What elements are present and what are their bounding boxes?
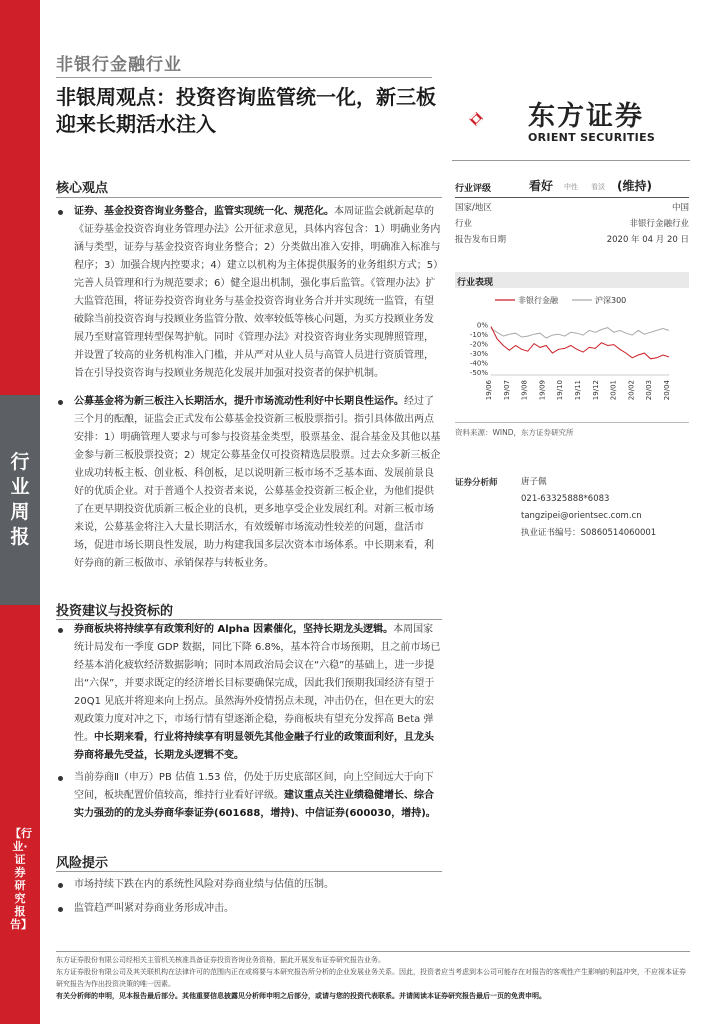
rating-neutral: 中性 — [564, 183, 578, 191]
risk-bullet-2 — [56, 900, 442, 918]
chart-x-axis — [485, 375, 671, 400]
trend-heading: 行业表现 — [457, 278, 494, 288]
industry-performance-chart — [455, 290, 689, 425]
y-tick-label: -10% — [469, 331, 488, 340]
right-header-divider — [452, 160, 690, 161]
legend-label-a: 非银行金融 — [518, 296, 558, 305]
rating-divider — [455, 197, 689, 198]
core-bullet-2 — [56, 393, 442, 573]
logo-english-name: ORIENT SECURITIES — [528, 131, 656, 144]
left-band-middle — [0, 395, 40, 605]
bullet-tail: 建议重点关注业绩稳健增长、综合实力强劲的的龙头券商华泰证券(601688，增持)、中信证券(600030，增持)。 — [74, 790, 436, 819]
info-row — [455, 200, 689, 216]
bullet-text: 本周证监会就新起草的《证券基金投资咨询业务管理办法》公开征求意见，具体内容包含：1）明确业务内涵与类型，证券与基金投资咨询业务整合；2）分类做出准入安排，明确准入标准与程序；3）加强合规内控要求；4）建立以机构为主体提供服务的业务组织方式；5）完善人员管理和行为规范要求；6）健全退出机制，强化事后监管。《管理办法》扩大监管范围，将证券投资咨询业务与基金投资咨询业务合并并实现统一监管，有望破除当前投资咨询与投顾业务监管分散、效率较低等核心问题，为买方投顾业务发展乃至财富管理转型保驾护航。同时《管理办法》对投资咨询业务实现牌照管理，并设置了较高的业务机构准入门槛，并从严对从业人员与高管人员进行资质管理，旨在引导投资咨询与投顾业务规范化发展并加强对投资者的保护机制。 — [74, 206, 441, 379]
y-tick-label: -50% — [469, 369, 488, 377]
info-key: 国家/地区 — [455, 203, 492, 213]
bullet-text: 监管趋严叫紧对券商业务形成冲击。 — [74, 903, 234, 914]
risk-bullet-1 — [56, 876, 442, 894]
trend-heading-box — [455, 272, 689, 288]
rating-label: 行业评级 — [455, 184, 492, 194]
analyst-label: 证券分析师 — [455, 478, 498, 488]
series-line-nonbank — [491, 327, 669, 359]
x-tick-label: 20/02 — [627, 380, 636, 401]
side-label: 行业周报 — [10, 451, 30, 548]
info-value: 非银行金融行业 — [629, 219, 689, 229]
x-tick-label: 20/04 — [663, 380, 671, 401]
bullet-dot-icon — [58, 907, 63, 912]
bullet-lead: 证券、基金投资咨询业务整合，监管实现统一化、规范化。 — [74, 206, 334, 217]
advice-divider — [56, 619, 442, 620]
risk-bullets — [56, 876, 442, 920]
x-tick-label: 19/12 — [591, 380, 600, 401]
core-bullets — [56, 203, 442, 575]
orient-logo-icon — [468, 89, 528, 149]
logo-chinese-name: 东方证券 — [528, 101, 644, 132]
report-title: 非银周观点：投资咨询监管统一化，新三板迎来长期活水注入 — [56, 85, 436, 136]
advice-heading: 投资建议与投资标的 — [56, 604, 174, 619]
y-tick-label: -40% — [469, 359, 488, 368]
rating-row — [455, 177, 689, 197]
core-bullet-1 — [56, 203, 442, 383]
footer-line: 有关分析师的申明，见本报告最后部分。其他重要信息披露见分析师申明之后部分，或请与您的投资代表联系。并请阅读本证券研究报告最后一页的免责申明。 — [56, 992, 546, 1000]
chart-source: 资料来源：WIND，东方证券研究所 — [455, 428, 574, 437]
bullet-lead: 券商板块将持续享有政策利好的 Alpha 因素催化，坚持长期龙头逻辑。 — [74, 624, 394, 635]
info-table — [455, 200, 689, 248]
analyst-phone: 021-63325888*6083 — [521, 494, 610, 504]
y-tick-label: -20% — [469, 340, 488, 349]
risk-heading: 风险提示 — [56, 856, 109, 871]
x-tick-label: 20/01 — [609, 380, 618, 401]
y-tick-label: -30% — [469, 350, 488, 359]
bullet-dot-icon — [58, 776, 63, 781]
bullet-text: 当前券商Ⅱ（申万）PB 估值 1.53 倍，仍处于历史底部区间，向上空间远大于向下空间，板块配置价值较高，维持行业看好评级。 — [74, 772, 434, 801]
footer-disclaimer — [56, 954, 690, 1002]
analyst-name: 唐子佩 — [521, 477, 547, 487]
rating-status: (维持) — [617, 179, 652, 193]
core-divider — [56, 197, 442, 198]
risk-divider — [56, 871, 442, 872]
left-band-top — [0, 0, 40, 395]
left-band-bottom — [0, 605, 40, 1024]
advice-bullet-2 — [56, 769, 442, 823]
x-tick-label: 19/11 — [574, 380, 582, 401]
bullet-dot-icon — [58, 210, 63, 215]
info-value: 中国 — [671, 203, 689, 213]
series-line-hs300 — [491, 328, 669, 338]
sector-label: 非银行金融行业 — [56, 55, 182, 75]
bullet-dot-icon — [58, 400, 63, 405]
core-heading: 核心观点 — [56, 181, 109, 196]
chart-y-axis — [470, 322, 488, 377]
bullet-text: 市场持续下跌在内的系统性风险对券商业绩与估值的压制。 — [74, 879, 334, 890]
chart-legend — [495, 295, 626, 305]
y-tick-label: 0% — [476, 321, 488, 330]
rating-bearish: 看淡 — [591, 183, 605, 191]
analyst-cert: 执业证书编号：S0860514060001 — [521, 528, 657, 538]
footer-divider — [56, 951, 690, 952]
bullet-lead: 公募基金将为新三板注入长期活水，提升市场流动性利好中长期良性运作。 — [74, 396, 404, 407]
rating-strong: 看好 — [529, 179, 554, 193]
bullet-text: 本周国家统计局发布一季度 GDP 数据，同比下降 6.8%，基本符合市场预期，且之前市场已经基本消化疲软经济数据影响；同时本周政治局会议在“六稳”的基础上，进一步提出“六保”，并要求既定的经济增长目标要确保完成，因此我们预期我国经济有望于 20Q1 见底并将迎来向上拐点。虽然海外疫情拐点未现，冲击仍在，但在更大的宏观政策力度对冲之下，市场行情有望逐渐企稳，券商板块有望充分发挥高 Beta 弹性。 — [74, 624, 441, 743]
x-tick-label: 20/03 — [645, 380, 654, 401]
analyst-values — [521, 474, 656, 542]
side-bottom-label: 【行业·证券研究报告】 — [10, 827, 32, 931]
footer-line: 东方证券股份有限公司经相关主管机关核准具备证券投资咨询业务资格，据此开展发布证券研究报告业务。 — [56, 956, 385, 964]
analyst-email: tangzipei@orientsec.com.cn — [521, 511, 642, 521]
info-value: 2020 年 04 月 20 日 — [606, 235, 689, 245]
info-row — [455, 232, 689, 248]
bullet-dot-icon — [58, 883, 63, 888]
x-tick-label: 19/08 — [520, 380, 529, 401]
info-row — [455, 216, 689, 232]
x-tick-label: 19/07 — [502, 380, 511, 401]
bullet-tail: 中长期来看，行业将持续享有明显领先其他金融子行业的政策面利好，且龙头券商将最先受益，长期龙头逻辑不变。 — [74, 732, 434, 761]
x-tick-label: 19/09 — [538, 380, 547, 401]
header-divider — [56, 77, 432, 78]
left-band — [0, 0, 40, 1024]
advice-bullet-1 — [56, 621, 442, 765]
legend-label-b: 沪深300 — [595, 296, 627, 305]
advice-bullets — [56, 621, 442, 825]
info-key: 行业 — [455, 219, 473, 229]
source-divider — [455, 422, 689, 423]
chart-series — [491, 327, 669, 359]
bullet-dot-icon — [58, 628, 63, 633]
bullet-text: 经过了三个月的酝酿，证监会正式发布公募基金投资新三板股票指引。指引具体做出两点安排：1）明确管理人要求与可参与投资基金类型，股票基金、混合基金及其他以基金参与新三板股票投资；2）规定公募基金仅可投资精选层股票。过去众多新三板企业成功转板主板、创业板、科创板，足以说明新三板市场不乏基本面、发展前景良好的优质企业。对于普通个人投资者来说，公募基金投资新三板企业，为他们提供了在更早期投资优质新三板企业的良机，更多地享受企业发展红利。对新三板市场来说，公募基金将注入大量长期活水，有效缓解市场流动性较差的问题，盘活市场，促进市场长期良性发展，助力构建我国多层次资本市场体系。中长期来看，利好券商的新三板做市、承销保荐与转板业务。 — [74, 396, 441, 569]
x-tick-label: 19/06 — [485, 380, 493, 401]
x-tick-label: 19/10 — [556, 380, 565, 401]
footer-line: 东方证券股份有限公司及其关联机构在法律许可的范围内正在或将要与本研究报告所分析的企业发展业务关系。因此，投资者应当考虑到本公司可能存在对报告的客观性产生影响的利益冲突，不应视本证券研究报告为作出投资决策的唯一因素。 — [56, 968, 686, 988]
info-key: 报告发布日期 — [455, 235, 507, 245]
